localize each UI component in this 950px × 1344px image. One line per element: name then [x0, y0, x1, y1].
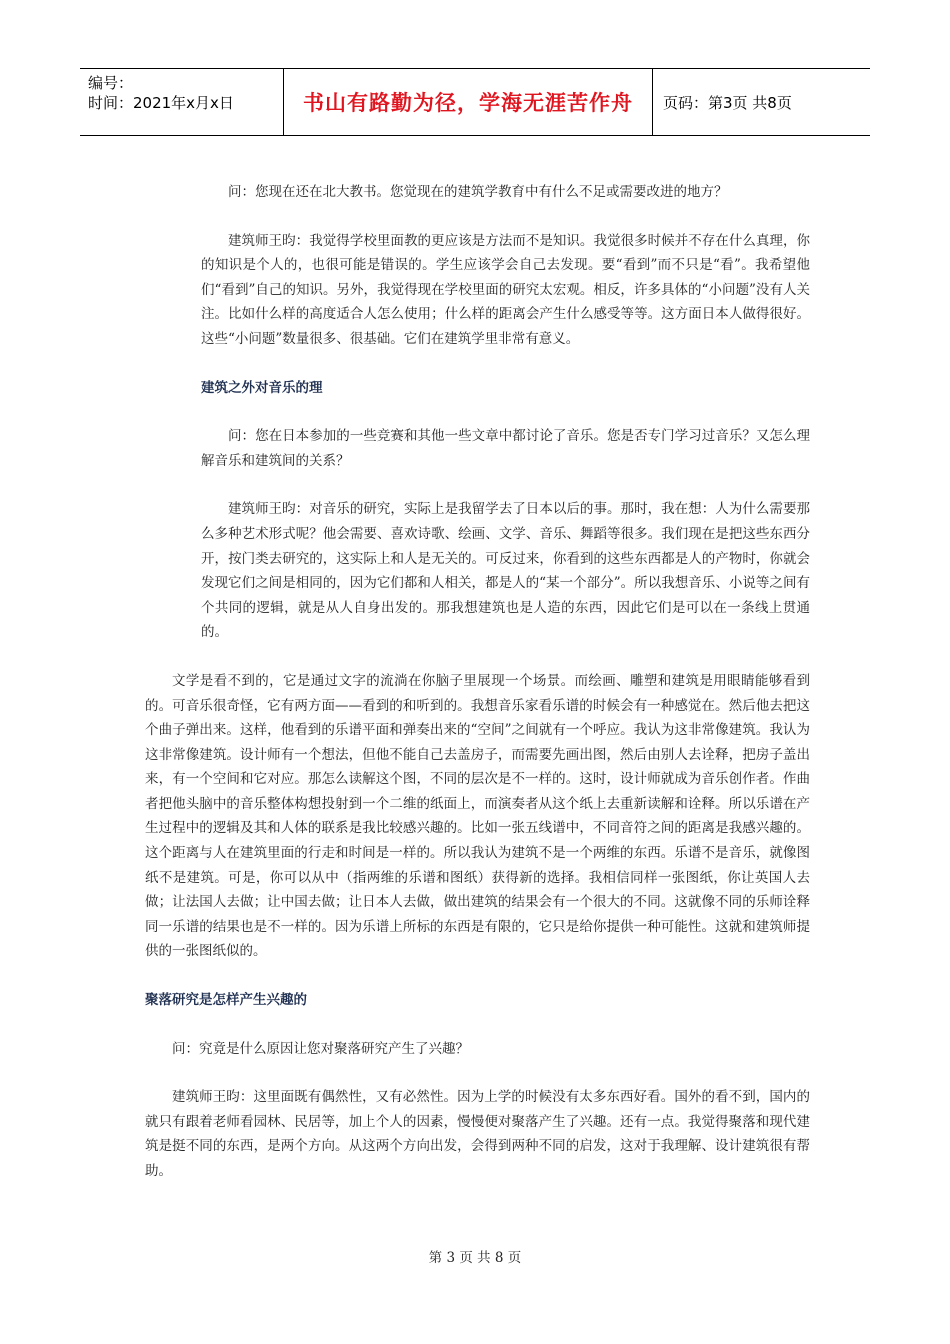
- number-label: 编号：: [88, 74, 134, 92]
- question-music: 问：您在日本参加的一些竞赛和其他一些文章中都讨论了音乐。您是否专门学习过音乐？又怎么理解音乐和建筑间的关系？: [201, 428, 810, 469]
- time-label: 时间：2021年x月x日: [88, 94, 234, 112]
- document-body: [145, 180, 810, 1184]
- page-label: 页码：第3页 共8页: [663, 93, 792, 112]
- page-footer: 第 3 页 共 8 页: [428, 1250, 522, 1266]
- question-education: 问：您现在还在北大教书。您觉现在的建筑学教育中有什么不足或需要改进的地方？: [228, 184, 728, 200]
- answer-education: 建筑师王昀：我觉得学校里面教的更应该是方法而不是知识。我觉很多时候并不存在什么真理，你的知识是个人的，也很可能是错误的。学生应该学会自己去发现。要“看到”而不只是“看”。我希望他们“看到”自己的知识。另外，我觉得现在学校里面的研究太宏观。相反，许多具体的“小问题”没有人关注。比如什么样的高度适合人怎么使用；什么样的距离会产生什么感受等等。这方面日本人做得很好。这些“小问题”数量很多、很基础。它们在建筑学里非常有意义。: [201, 232, 810, 347]
- answer-settlement: 建筑师王昀：这里面既有偶然性，又有必然性。因为上学的时候没有太多东西好看。国外的看不到，国内的就只有跟着老师看园林、民居等，加上个人的因素，慢慢便对聚落产生了兴趣。还有一点。我觉得聚落和现代建筑是挺不同的东西，是两个方向。从这两个方向出发，会得到两种不同的启发，这对于我理解、设计建筑很有帮助。: [145, 1089, 810, 1179]
- motto: 书山有路勤为径，学海无涯苦作舟: [283, 69, 653, 135]
- answer-music: 建筑师王昀：对音乐的研究，实际上是我留学去了日本以后的事。那时，我在想：人为什么需要那么多种艺术形式呢？他会需要、喜欢诗歌、绘画、文学、音乐、舞蹈等很多。我们现在是把这些东西分开，按门类去研究的，这实际上和人是无关的。可反过来，你看到的这些东西都是人的产物时，你就会发现它们之间是相同的，因为它们都和人相关，都是人的“某一个部分”。所以我想音乐、小说等之间有个共同的逻辑，就是从人自身出发的。那我想建筑也是人造的东西，因此它们是可以在一条线上贯通的。: [201, 501, 810, 641]
- question-settlement: 问：究竟是什么原因让您对聚落研究产生了兴趣？: [172, 1040, 469, 1057]
- page-header: [80, 68, 870, 136]
- section-heading-music: 建筑之外对音乐的理: [201, 379, 323, 396]
- header-meta: [80, 69, 283, 135]
- section-heading-settlement: 聚落研究是怎样产生兴趣的: [145, 992, 307, 1009]
- paragraph-literature-music: 文学是看不到的，它是通过文字的流淌在你脑子里展现一个场景。而绘画、雕塑和建筑是用眼睛能够看到的。可音乐很奇怪，它有两方面——看到的和听到的。我想音乐家看乐谱的时候会有一种感觉在。然后他去把这个曲子弹出来。这样，他看到的乐谱平面和弹奏出来的“空间”之间就有一个呼应。我认为这非常像建筑。我认为这非常像建筑。设计师有一个想法，但他不能自己去盖房子，而需要先画出图，然后由别人去诠释，把房子盖出来，有一个空间和它对应。那怎么读解这个图，不同的层次是不一样的。这时，设计师就成为音乐创作者。作曲者把他头脑中的音乐整体构想投射到一个二维的纸面上，而演奏者从这个纸上去重新读解和诠释。所以乐谱在产生过程中的逻辑及其和人体的联系是我比较感兴趣的。比如一张五线谱中，不同音符之间的距离是我感兴趣的。这个距离与人在建筑里面的行走和时间是一样的。所以我认为建筑不是一个两维的东西。乐谱不是音乐，就像图纸不是建筑。可是，你可以从中（指两维的乐谱和图纸）获得新的选择。我相信同样一张图纸，你让英国人去做；让法国人去做；让中国去做；让日本人去做，做出建筑的结果会有一个很大的不同。这就像不同的乐师诠释同一乐谱的结果也是不一样的。因为乐谱上所标的东西是有限的，它只是给你提供一种可能性。这就和建筑师提供的一张图纸似的。: [145, 672, 810, 960]
